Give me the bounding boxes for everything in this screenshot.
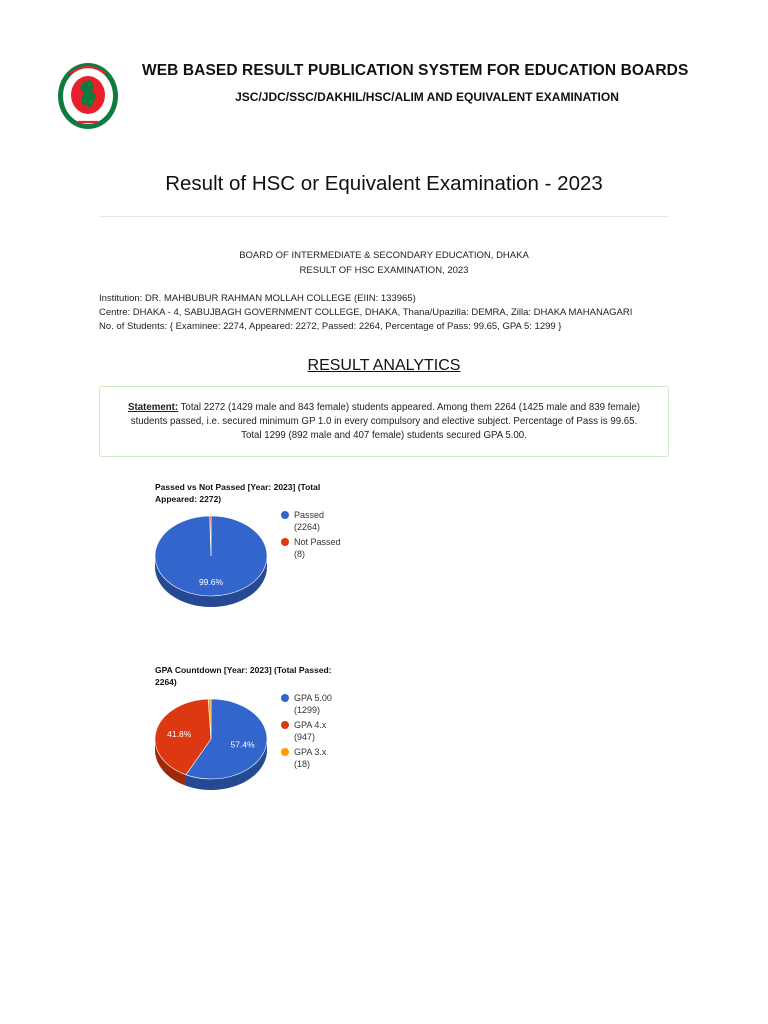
chart-title: Passed vs Not Passed [Year: 2023] (Total Appeared: 2272) [155, 482, 321, 504]
legend-item [281, 536, 361, 560]
pie-slice-label: 99.6% [198, 577, 224, 587]
chart-legend [281, 692, 361, 773]
legend-swatch [281, 511, 289, 519]
legend-label: GPA 5.00 (1299) [294, 693, 332, 715]
chart-legend [281, 509, 361, 563]
result-analytics-heading: RESULT ANALYTICS [307, 357, 461, 374]
bangladesh-govt-seal-icon [56, 60, 120, 130]
legend-swatch [281, 721, 289, 729]
pie-slice-label: 41.8% [167, 729, 192, 740]
site-subtitle: JSC/JDC/SSC/DAKHIL/HSC/ALIM AND EQUIVALENT EXAMINATION [235, 90, 619, 104]
gpa-distribution-pie-chart [145, 664, 375, 814]
pie-slice-label: 57.4% [230, 739, 255, 750]
legend-label: GPA 3.x (18) [294, 747, 327, 769]
pass-fail-pie-chart [145, 481, 375, 631]
legend-item [281, 719, 361, 743]
legend-item [281, 746, 361, 770]
legend-swatch [281, 694, 289, 702]
statement-text: Total 2272 (1429 male and 843 female) students appeared. Among them 2264 (1425 male and 839 female) students passed, i.e. secured minimum GP 1.0 in every compulsory and elective subject. Percentage of Pass is 99.65. Total 1299 (892 male and 407 female) students secured GPA 5.00. [130, 402, 640, 441]
chart-title: GPA Countdown [Year: 2023] (Total Passed: 2264) [155, 665, 332, 687]
institution-info: Institution: DR. MAHBUBUR RAHMAN MOLLAH COLLEGE (EIIN: 133965) [99, 293, 416, 304]
legend-item [281, 692, 361, 716]
result-heading: RESULT OF HSC EXAMINATION, 2023 [299, 265, 469, 276]
legend-swatch [281, 538, 289, 546]
page-title: Result of HSC or Equivalent Examination - 2023 [165, 172, 603, 195]
legend-item [281, 509, 361, 533]
site-title: WEB BASED RESULT PUBLICATION SYSTEM FOR EDUCATION BOARDS [142, 62, 689, 79]
legend-label: GPA 4.x (947) [294, 720, 327, 742]
legend-label: Not Passed (8) [294, 537, 341, 559]
title-divider [99, 216, 669, 217]
board-name: BOARD OF INTERMEDIATE & SECONDARY EDUCATION, DHAKA [239, 250, 529, 261]
legend-label: Passed (2264) [294, 510, 325, 532]
legend-swatch [281, 748, 289, 756]
statement-box [99, 386, 669, 457]
centre-info: Centre: DHAKA - 4, SABUJBAGH GOVERNMENT COLLEGE, DHAKA, Thana/Upazilla: DEMRA, Zilla: DHAKA MAHANAGARI [99, 307, 633, 318]
students-info: No. of Students: { Examinee: 2274, Appeared: 2272, Passed: 2264, Percentage of Pass: 99.65, GPA 5: 1299 } [99, 321, 562, 332]
statement-label: Statement: [128, 402, 179, 413]
